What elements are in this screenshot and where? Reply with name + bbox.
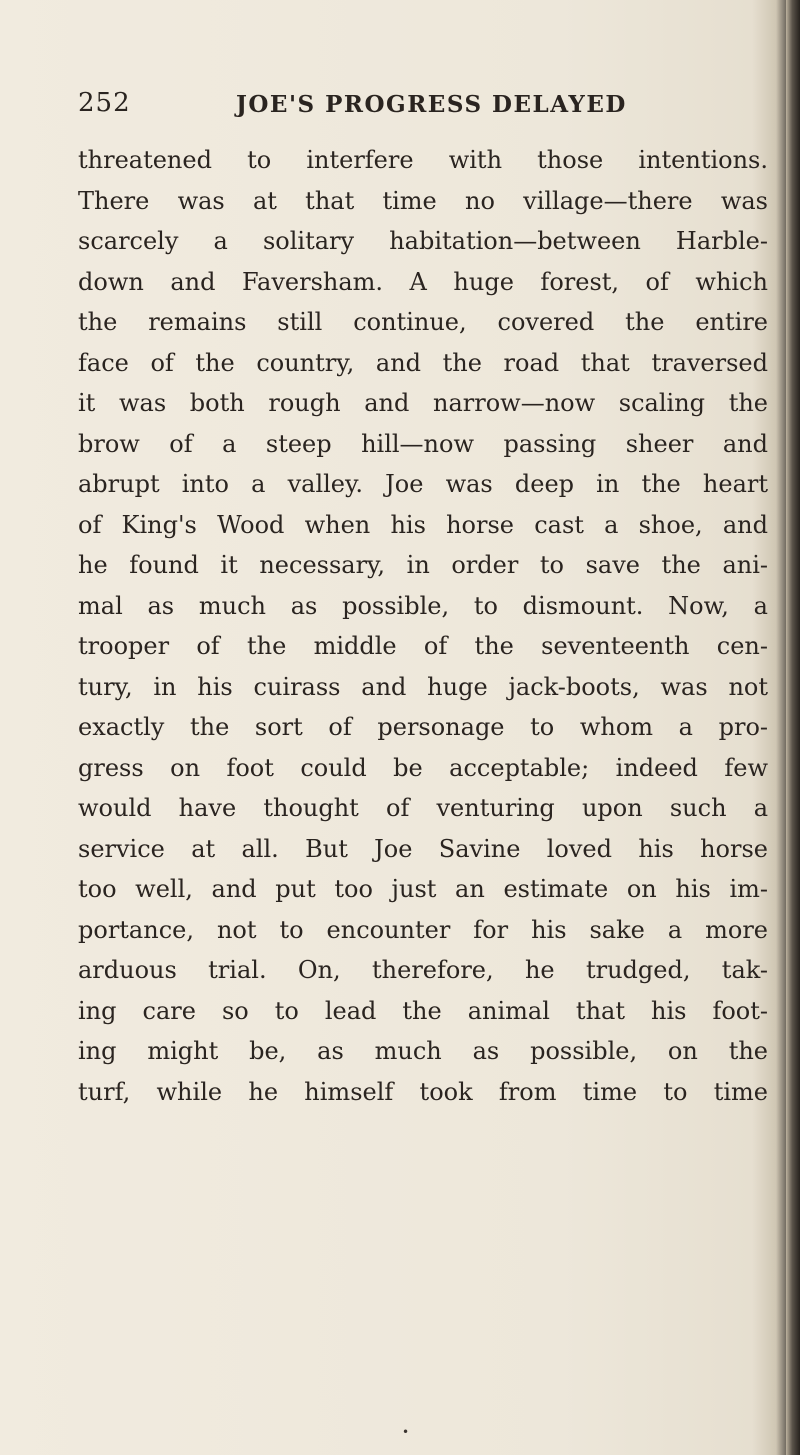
text-line: abrupt into a valley. Joe was deep in the heart <box>78 470 768 498</box>
text-line: turf, while he himself took from time to time <box>78 1077 768 1106</box>
footer-mark: • <box>402 1425 410 1439</box>
page-header <box>78 88 768 124</box>
text-line: There was at that time no village—there was <box>78 186 768 215</box>
text-line: brow of a steep hill—now passing sheer and <box>78 429 768 458</box>
text-line: of King's Wood when his horse cast a shoe, and <box>78 510 768 539</box>
page-number: 252 <box>78 88 131 118</box>
text-line: tury, in his cuirass and huge jack-boots, was not <box>78 672 768 701</box>
text-line: down and Faversham. A huge forest, of which <box>78 267 768 296</box>
text-line: ing might be, as much as possible, on the <box>78 1037 768 1065</box>
text-line: would have thought of venturing upon such a <box>78 794 768 822</box>
text-line: service at all. But Joe Savine loved his horse <box>78 834 768 863</box>
text-line: portance, not to encounter for his sake a more <box>78 915 768 944</box>
text-line: face of the country, and the road that traversed <box>78 348 768 377</box>
running-head: JOE'S PROGRESS DELAYED <box>236 91 627 118</box>
body-text <box>78 140 768 1112</box>
text-line: mal as much as possible, to dismount. Now, a <box>78 591 768 620</box>
text-line: gress on foot could be acceptable; indeed few <box>78 753 768 782</box>
page-binding-edge <box>786 0 800 1455</box>
text-line: arduous trial. On, therefore, he trudged, tak- <box>78 956 768 984</box>
text-line: threatened to interfere with those intentions. <box>78 146 768 174</box>
text-line: trooper of the middle of the seventeenth cen- <box>78 632 768 660</box>
text-line: ing care so to lead the animal that his foot- <box>78 996 768 1025</box>
text-line: it was both rough and narrow—now scaling the <box>78 389 768 417</box>
text-line: too well, and put too just an estimate on his im- <box>78 875 768 903</box>
text-line: scarcely a solitary habitation—between Harble- <box>78 227 768 255</box>
text-line: exactly the sort of personage to whom a pro- <box>78 713 768 741</box>
text-line: he found it necessary, in order to save the ani- <box>78 551 768 579</box>
text-line: the remains still continue, covered the entire <box>78 308 768 336</box>
